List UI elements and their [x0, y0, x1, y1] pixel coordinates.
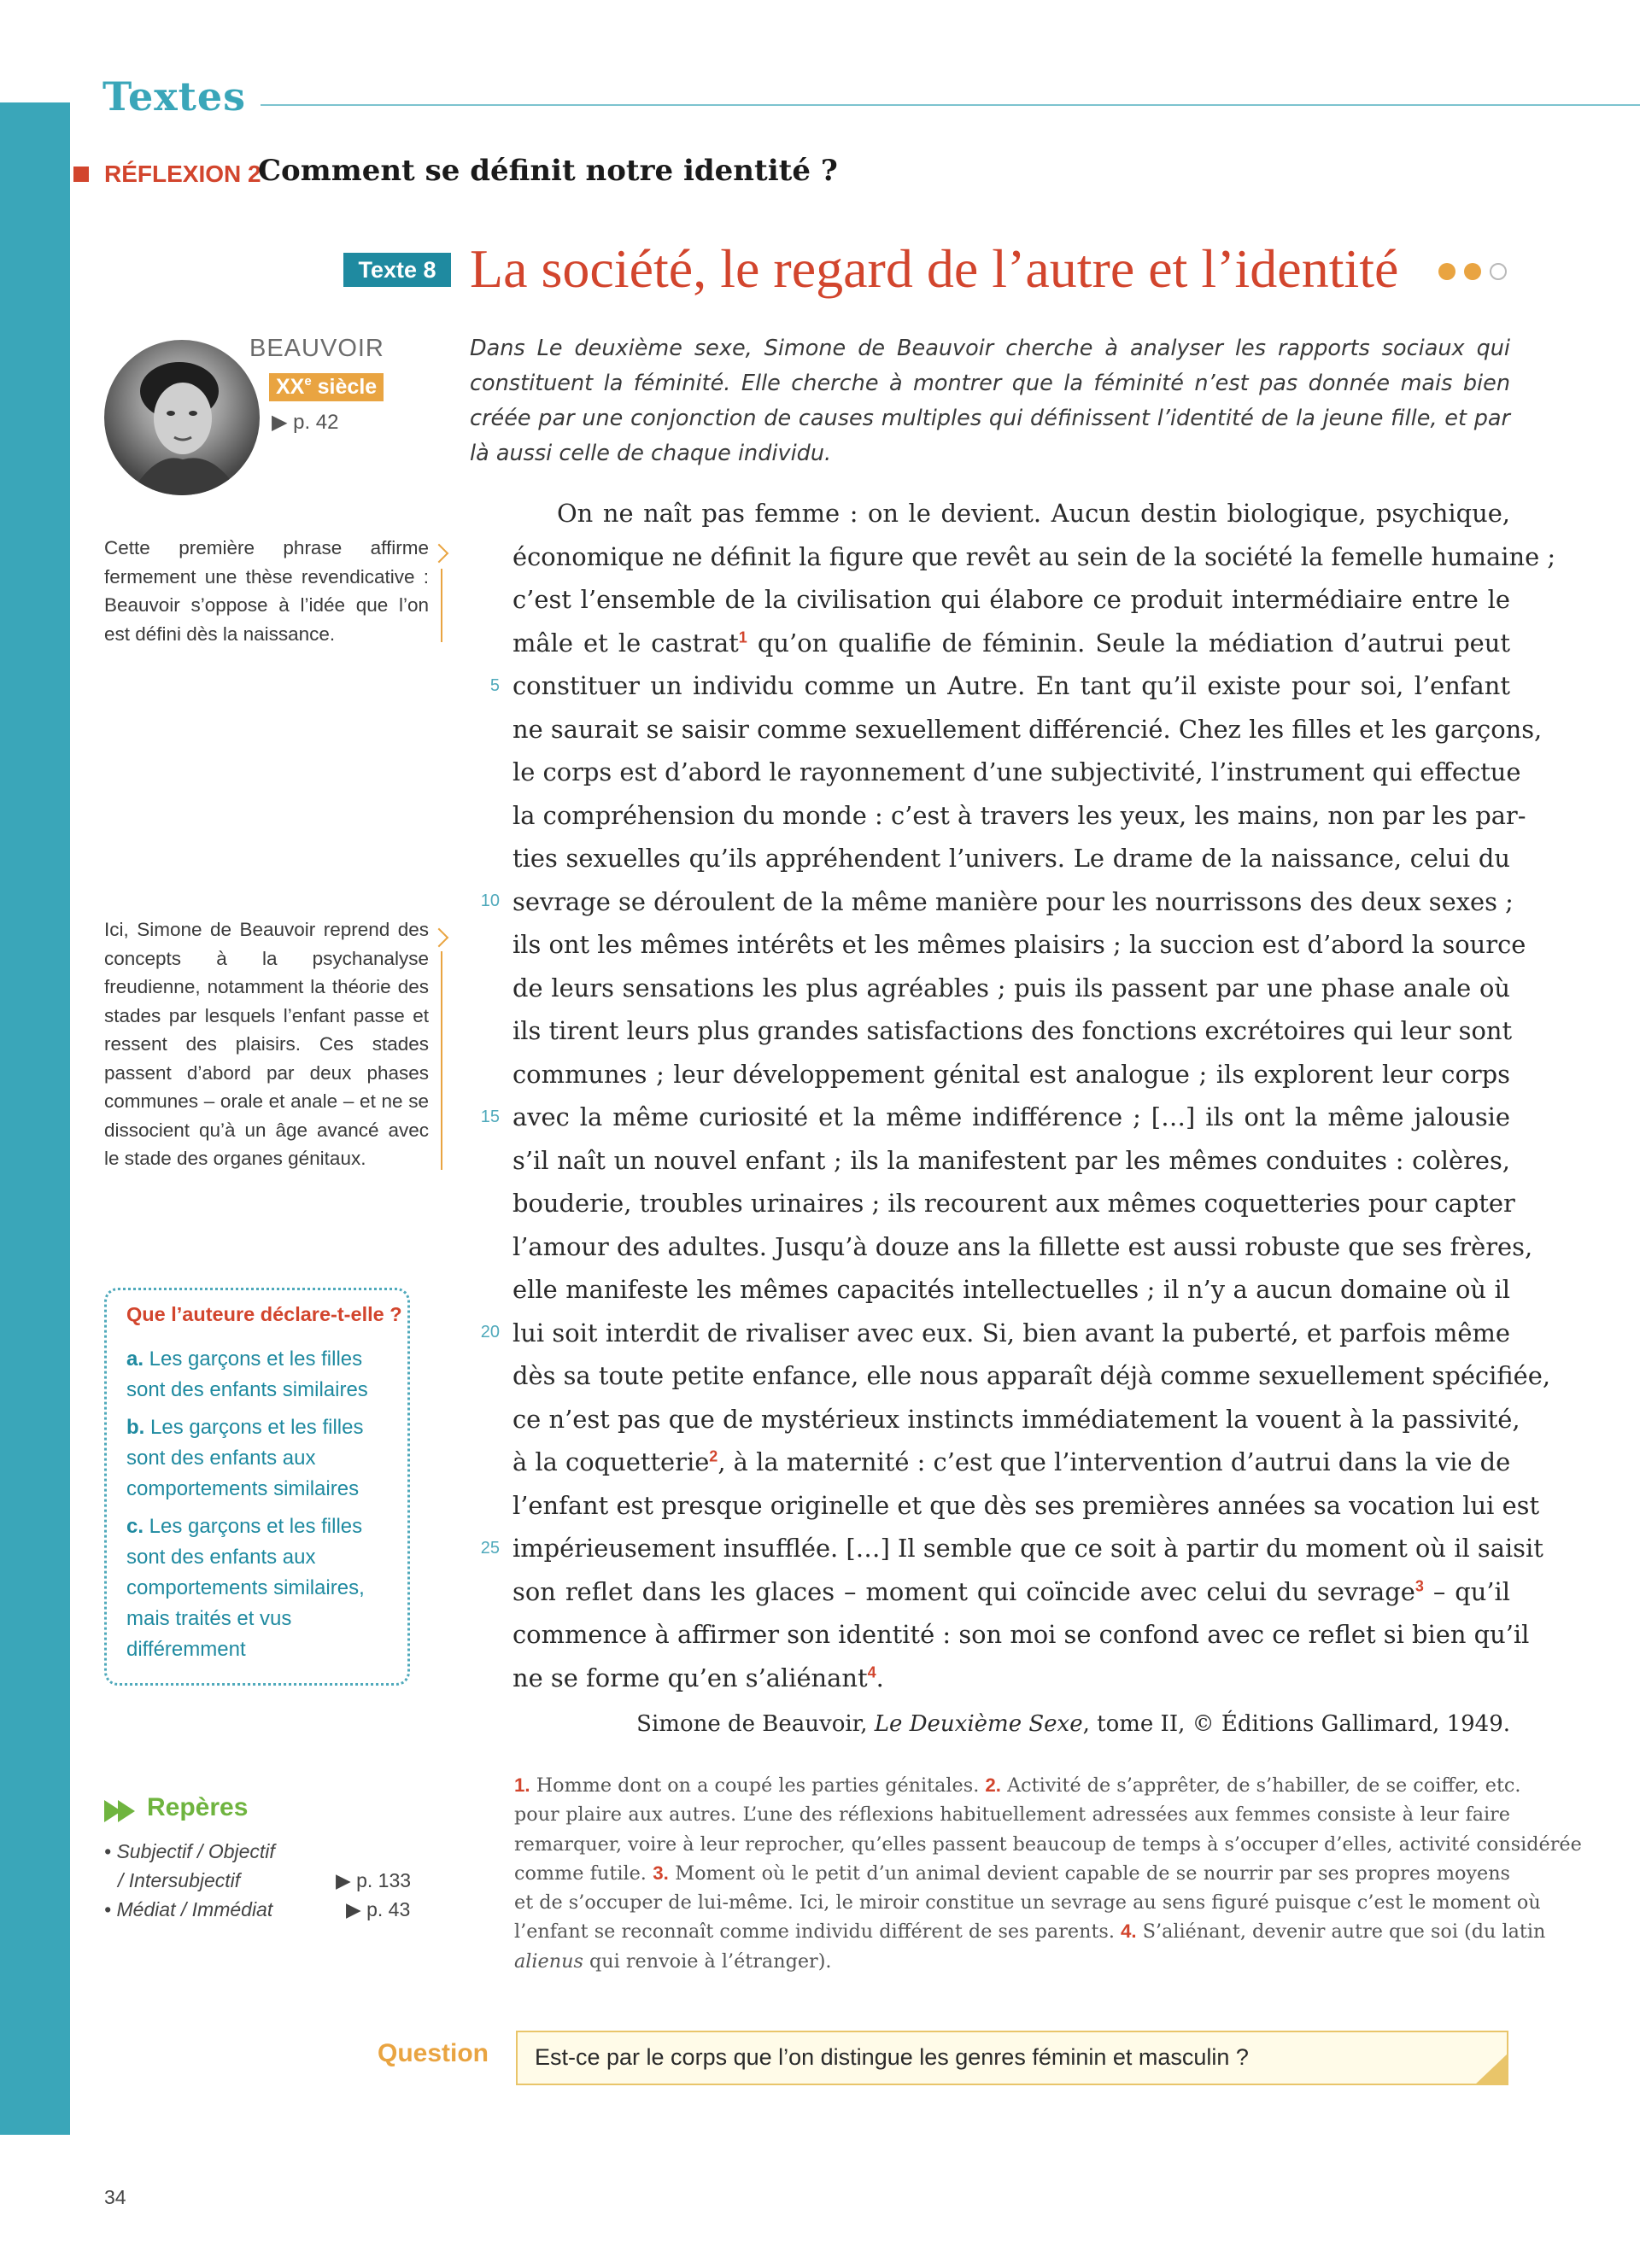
text-line: dès sa toute petite enfance, elle nous apparaît déjà comme sexuellement spécifiée, [512, 1361, 1551, 1390]
text-line: sevrage se déroulent de la même manière pour les nourrissons des deux sexes ; [512, 886, 1514, 916]
text-line: s’il naît un nouvel enfant ; ils la manifestent par les mêmes conduites : colères, [512, 1145, 1510, 1175]
text-line [512, 1441, 1510, 1484]
text-line: de leurs sensations les plus agréables ; puis ils passent par une phase anale où [512, 973, 1510, 1002]
century-roman: XX [276, 375, 305, 399]
century-word: siècle [317, 375, 378, 399]
text-line: le corps est d’abord le rayonnement d’une subjectivité, l’instrument qui effectue [512, 757, 1521, 786]
intro-paragraph: Dans Le deuxième sexe, Simone de Beauvoir cherche à analyser les rapports sociaux qui constituent la féminité. Elle cherche à montrer que la féminité n’est pas donnée mais bien créée par une conjonction de causes multiples qui définissent l’identité de la jeune fille, et par là aussi celle de chaque individu. [470, 336, 1510, 466]
text-line: c’est l’ensemble de la civilisation qui élabore ce produit intermédiaire entre le [512, 585, 1510, 614]
text-line: bouderie, troubles urinaires ; ils recourent aux mêmes coquetteries pour capter [512, 1189, 1515, 1218]
section-title: Textes [102, 73, 247, 120]
text-line: lui soit interdit de rivaliser avec eux. Si, bien avant la puberté, et parfois même [512, 1318, 1510, 1347]
footnote-text: qui renvoie à l’étranger). [583, 1949, 832, 1973]
footnote-line [514, 1947, 1510, 1976]
header-rule [261, 104, 1640, 106]
footnotes [514, 1771, 1582, 1976]
text-fragment: son reflet dans les glaces – moment qui coïncide avec celui du sevrage [512, 1576, 1415, 1606]
text-fragment: , à la maternité : c’est que l’intervention d’autrui dans la vie de [718, 1447, 1511, 1476]
text-fragment: à la coquetterie [512, 1447, 710, 1476]
source-work: Le Deuxième Sexe [874, 1711, 1083, 1737]
quiz-option-letter: a. [126, 1347, 144, 1371]
footnote-text: Moment où le petit d’un animal devient capable de se nourrir par ses propres moyens [668, 1862, 1510, 1885]
quiz-option-text: Les garçons et les filles sont des enfants similaires [126, 1347, 368, 1401]
text-line: On ne naît pas femme : on le devient. Aucun destin biologique, psychique, [557, 499, 1510, 528]
portrait-drawing [104, 340, 260, 495]
note-chevron-icon [430, 544, 449, 564]
difficulty-dot-empty [1490, 263, 1507, 280]
text-fragment: mâle et le castrat [512, 628, 739, 658]
main-text [512, 492, 1556, 1699]
line-number: 10 [480, 891, 500, 910]
line-number: 20 [480, 1323, 500, 1342]
double-arrow-icon [104, 1800, 138, 1822]
text-line [512, 1657, 1510, 1700]
footnote-number: 3. [653, 1862, 669, 1884]
author-page-link[interactable]: ▶ p. 42 [272, 411, 339, 434]
question-label: Question [378, 2039, 489, 2067]
text-line [512, 622, 1510, 665]
source-rest: , tome II, © Éditions Gallimard, 1949. [1082, 1711, 1510, 1737]
footnote-text: Homme dont on a coupé les parties génitales. [530, 1774, 986, 1797]
quiz-option-a[interactable] [126, 1344, 391, 1406]
page-number: 34 [104, 2186, 126, 2208]
text-line: ne saurait se saisir comme sexuellement différencié. Chez les filles et les garçons, [512, 714, 1543, 744]
text-fragment: – qu’il [1423, 1576, 1511, 1606]
footnote-number: 1. [514, 1774, 530, 1796]
text-line: ties sexuelles qu’ils appréhendent l’univers. Le drame de la naissance, celui du [512, 844, 1510, 873]
reperes-title: Repères [147, 1793, 249, 1821]
question-box-fold-corner [1474, 2053, 1508, 2085]
note-bracket [427, 951, 442, 1170]
repere-item: • Médiat / Immédiat [104, 1898, 273, 1920]
repere-page-link[interactable]: ▶ p. 133 [336, 1869, 412, 1891]
author-portrait [104, 340, 260, 495]
quiz-option-letter: c. [126, 1515, 144, 1538]
text-line: constituer un individu comme un Autre. En tant qu’il existe pour soi, l’enfant [512, 671, 1510, 700]
text-line: ils ont les mêmes intérêts et les mêmes plaisirs ; la succion est d’abord la source [512, 930, 1526, 959]
repere-page-link[interactable]: ▶ p. 43 [346, 1898, 411, 1920]
footnote-line [514, 1859, 1510, 1888]
text-title: La société, le regard de l’autre et l’identité [470, 238, 1399, 299]
footnote-ref[interactable]: 4 [867, 1663, 876, 1681]
repere-item: • Subjectif / Objectif [104, 1840, 275, 1862]
text-number-badge: Texte 8 [343, 253, 451, 287]
left-color-band [0, 102, 70, 2135]
footnote-latin-word: alienus [514, 1949, 583, 1973]
text-line: avec la même curiosité et la même indifférence ; […] ils ont la même jalousie [512, 1102, 1510, 1131]
text-fragment: . [876, 1663, 884, 1692]
line-number: 5 [489, 676, 500, 695]
footnote-number: 4. [1121, 1920, 1137, 1943]
footnote-text: S’aliénant, devenir autre que soi (du latin [1136, 1920, 1546, 1944]
text-line: commence à affirmer son identité : son moi se confond avec ce reflet si bien qu’il [512, 1620, 1530, 1649]
century-badge [269, 373, 384, 401]
quiz-title: Que l’auteure déclare-t-elle ? [126, 1303, 402, 1325]
source-author: Simone de Beauvoir, [636, 1711, 875, 1737]
footnote-text: comme futile. [514, 1862, 653, 1885]
footnote-ref[interactable]: 1 [738, 628, 747, 646]
line-number: 25 [480, 1539, 500, 1558]
reflexion-label: RÉFLEXION 2 [104, 161, 261, 187]
reflexion-marker-square [73, 167, 89, 182]
difficulty-dot-filled [1464, 263, 1481, 280]
repere-item: / Intersubjectif [118, 1869, 241, 1891]
text-line: elle manifeste les mêmes capacités intellectuelles ; il n’y a aucun domaine où il [512, 1275, 1510, 1304]
quiz-option-b[interactable] [126, 1412, 391, 1505]
footnote-line: pour plaire aux autres. L’une des réflexions habituellement adressées aux femmes consiste à leur faire [514, 1803, 1510, 1827]
text-fragment: ne se forme qu’en s’aliénant [512, 1663, 868, 1692]
question-text: Est-ce par le corps que l’on distingue les genres féminin et masculin ? [535, 2044, 1249, 2070]
text-line: communes ; leur développement génital est analogue ; ils explorent leur corps [512, 1059, 1510, 1089]
quiz-option-text: Les garçons et les filles sont des enfants aux comportements similaires, mais traités et vus différemment [126, 1515, 365, 1661]
text-line: ils tirent leurs plus grandes satisfactions des fonctions excrétoires qui leur sont [512, 1016, 1513, 1045]
text-line: l’enfant est presque originelle et que dès ses premières années sa vocation lui est [512, 1490, 1540, 1520]
footnote-number: 2. [985, 1774, 1001, 1796]
margin-note-2: Ici, Simone de Beauvoir reprend des concepts à la psychanalyse freudienne, notamment la théorie des stades par lesquels l’enfant passe et ressent des plaisirs. Ces stades passent d’abord par deux phases communes – orale et anale – et ne se dissocient qu’à un âge avancé avec le stade des organes génitaux. [104, 919, 429, 1169]
note-chevron-icon [430, 928, 449, 948]
quiz-option-text: Les garçons et les filles sont des enfants aux comportements similaires [126, 1416, 364, 1500]
author-name: BEAUVOIR [249, 335, 384, 362]
text-line: la compréhension du monde : c’est à travers les yeux, les mains, non par les par- [512, 800, 1526, 830]
footnote-ref[interactable]: 2 [709, 1447, 718, 1465]
source-citation [512, 1711, 1510, 1737]
quiz-option-letter: b. [126, 1416, 145, 1439]
text-line: l’amour des adultes. Jusqu’à douze ans la fillette est aussi robuste que ses frères, [512, 1231, 1533, 1261]
reflexion-question: Comment se définit notre identité ? [258, 154, 838, 188]
century-superscript: e [304, 374, 312, 389]
text-line [512, 1570, 1510, 1614]
footnote-line [514, 1771, 1521, 1800]
text-line: impérieusement insufflée. […] Il semble que ce soit à partir du moment où il saisit [512, 1534, 1543, 1563]
footnote-text: l’enfant se reconnaît comme individu différent de ses parents. [514, 1920, 1122, 1944]
quiz-option-c[interactable] [126, 1511, 391, 1665]
difficulty-dot-filled [1438, 263, 1456, 280]
footnote-text: Activité de s’apprêter, de s’habiller, de se coiffer, etc. [1000, 1774, 1521, 1797]
footnote-line: remarquer, voire à leur reprocher, qu’elles passent beaucoup de temps à s’occuper d’elles, activité considérée [514, 1833, 1582, 1856]
margin-note-1: Cette première phrase affirme fermement une thèse revendicative : Beauvoir s’oppose à l’idée que l’on est défini dès la naissance. [104, 537, 429, 645]
line-number: 15 [480, 1108, 500, 1126]
footnote-ref[interactable]: 3 [1414, 1576, 1424, 1594]
footnote-line: et de s’occuper de lui-même. Ici, le miroir constitue un sevrage au sens figuré puisque c’est le moment où [514, 1891, 1541, 1914]
text-fragment: qu’on qualifie de féminin. Seule la médiation d’autrui peut [747, 628, 1510, 658]
footnote-line [514, 1917, 1546, 1946]
text-line: ce n’est pas que de mystérieux instincts immédiatement la vouent à la passivité, [512, 1404, 1520, 1434]
note-bracket [427, 569, 442, 642]
text-line: économique ne définit la figure que revêt au sein de la société la femelle humaine ; [512, 541, 1556, 571]
